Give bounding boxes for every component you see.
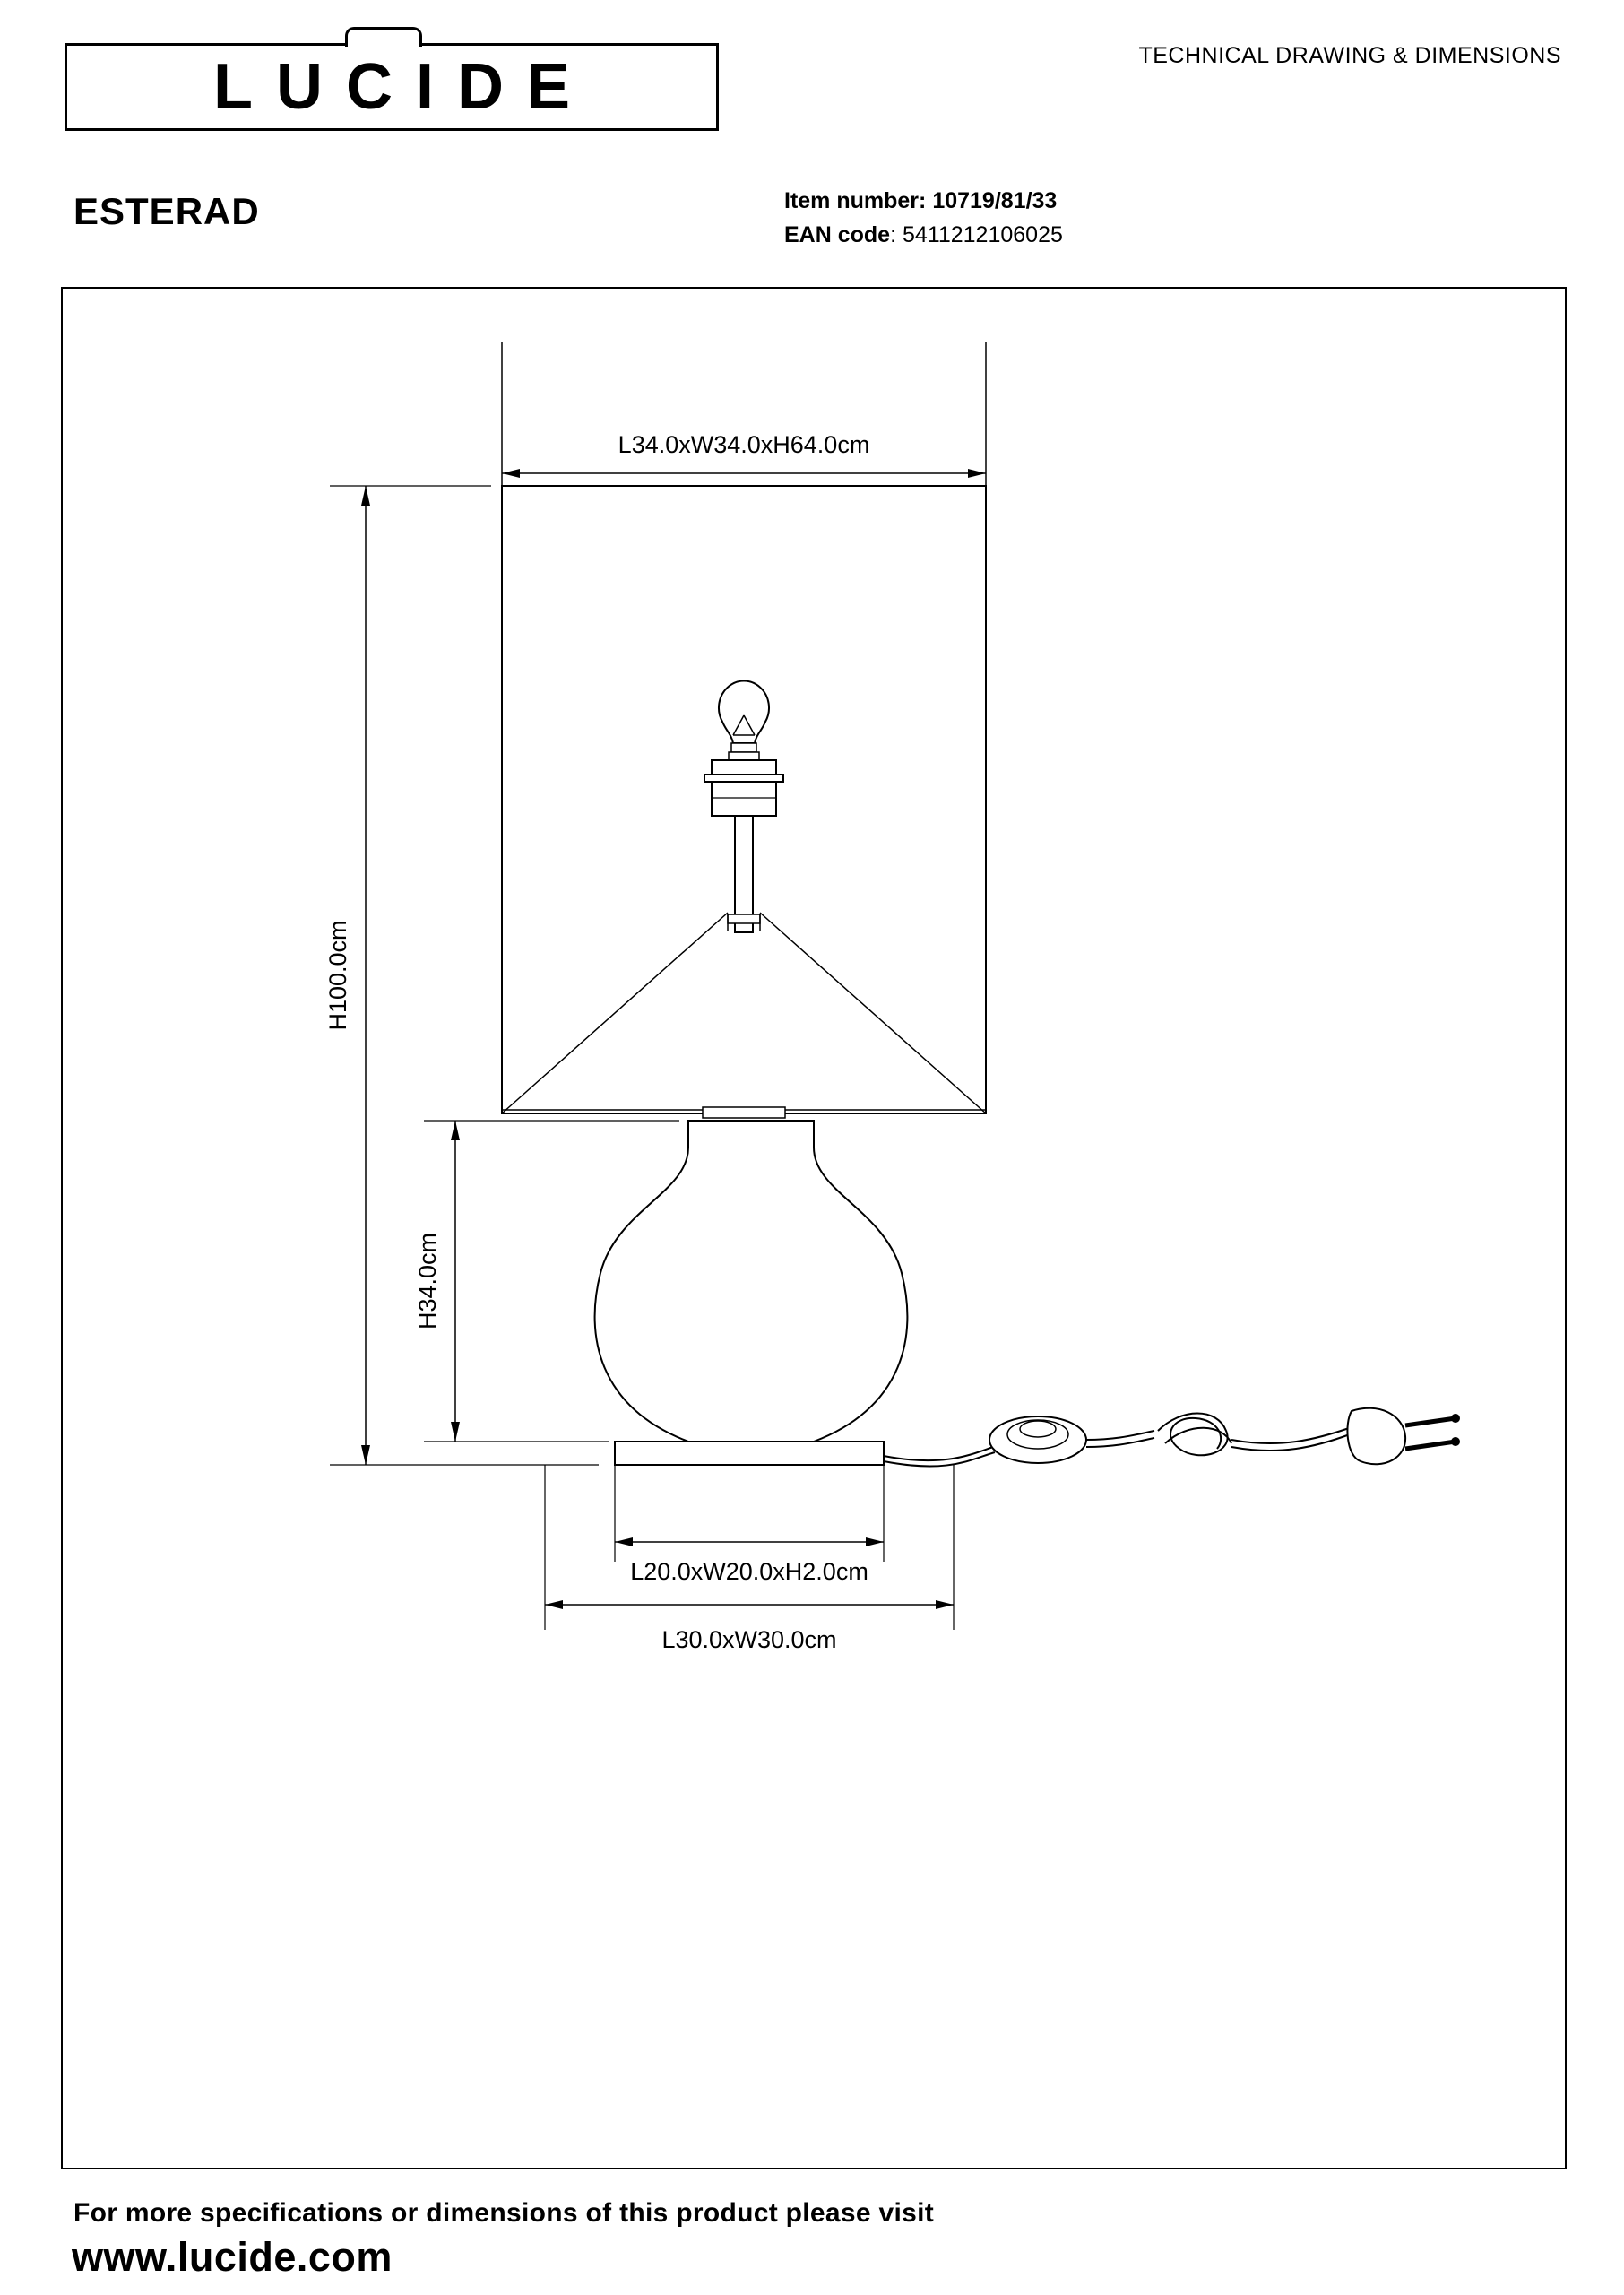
lucide-logo-text: LUCIDE [213, 51, 593, 123]
dimension-total-height-label: H100.0cm [324, 920, 351, 1031]
item-number-row [784, 184, 1063, 218]
dimension-base-width-label: L30.0xW30.0cm [661, 1626, 837, 1653]
item-number-value: 10719/81/33 [932, 188, 1058, 213]
page-title: ESTERAD [73, 190, 260, 232]
dimension-shade-label: L34.0xW34.0xH64.0cm [618, 431, 870, 458]
header-subtitle: TECHNICAL DRAWING & DIMENSIONS [1138, 43, 1561, 68]
technical-drawing [61, 287, 1567, 2169]
lucide-logo [65, 43, 719, 131]
footer-text: For more specifications or dimensions of this product please visit [73, 2198, 934, 2228]
footer-website[interactable]: www.lucide.com [72, 2234, 393, 2280]
ean-row [784, 218, 1063, 252]
product-meta [784, 184, 1063, 252]
item-number-label: Item number: [784, 188, 927, 213]
ean-label: EAN code [784, 222, 891, 247]
logo-notch-cover [348, 40, 419, 48]
dimension-base-plate-label: L20.0xW20.0xH2.0cm [630, 1558, 868, 1585]
ean-value: : 5411212106025 [890, 222, 1063, 247]
dimension-body-height-label: H34.0cm [414, 1232, 441, 1330]
